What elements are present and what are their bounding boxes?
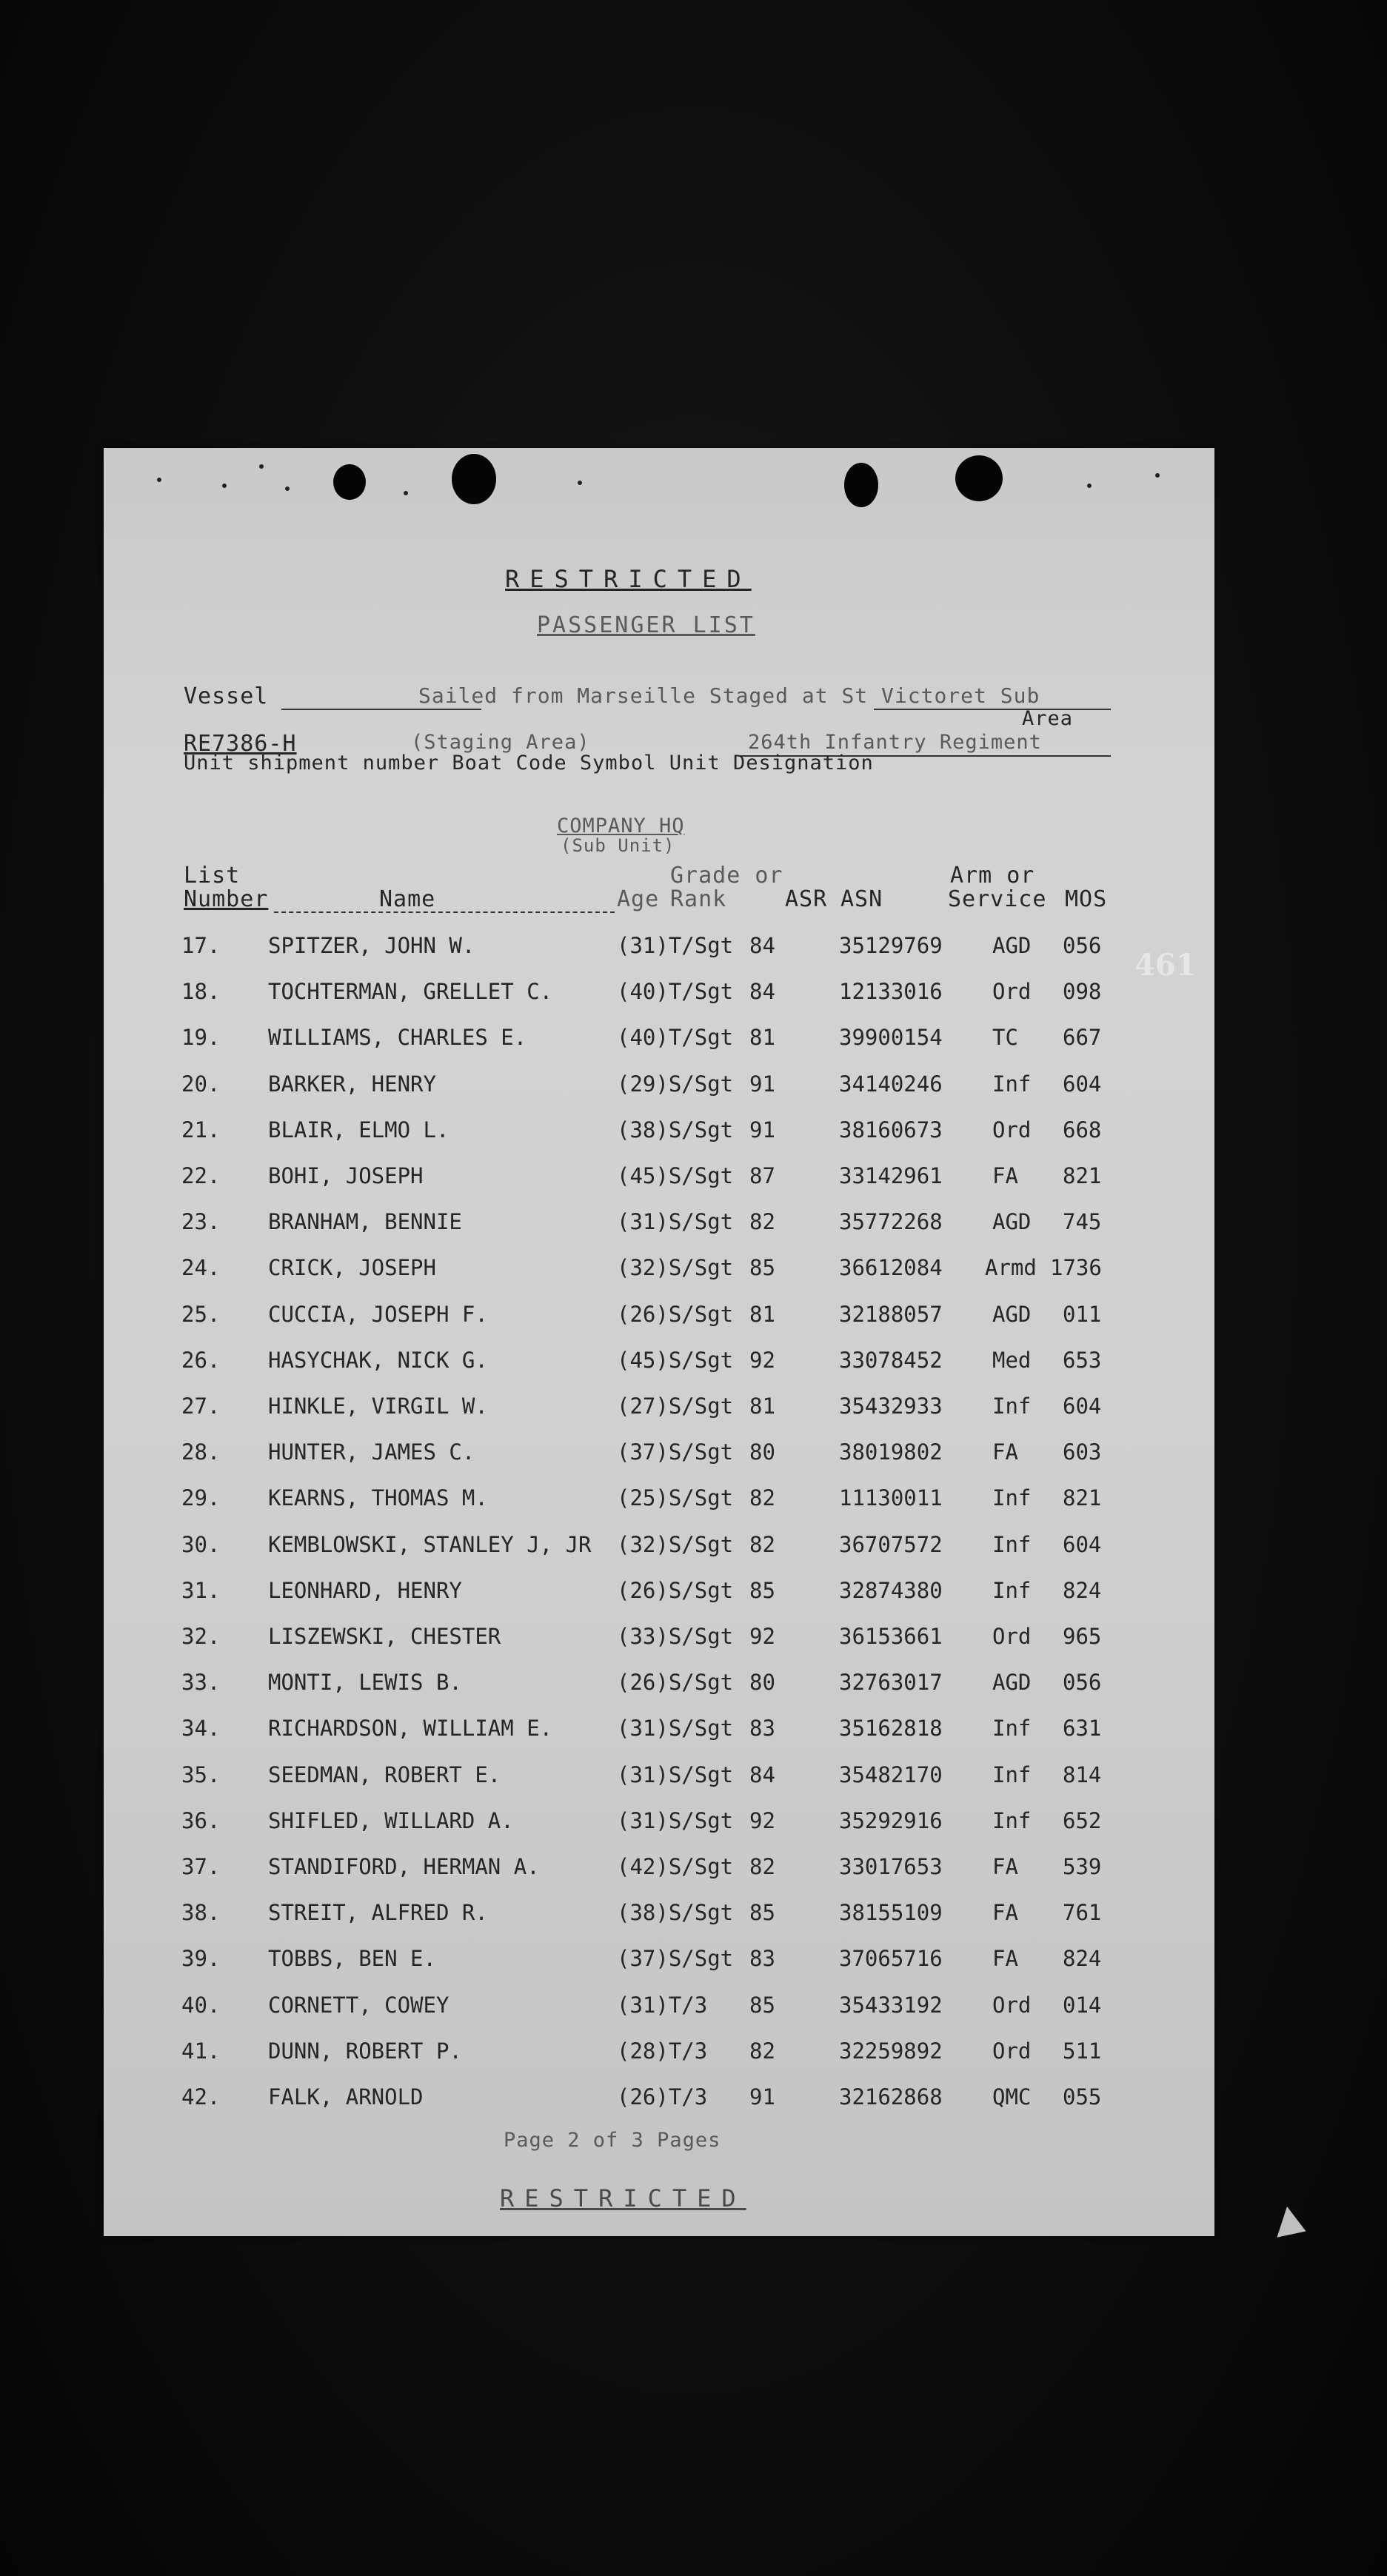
cell-grade: (38)S/Sgt [617, 1117, 734, 1143]
cell-arm: FA [992, 1946, 1018, 1972]
cell-grade: (37)S/Sgt [617, 1946, 734, 1972]
cell-num: 32. [181, 1624, 221, 1649]
cell-name: STREIT, ALFRED R. [268, 1900, 488, 1926]
cell-asn: 35292916 [839, 1807, 943, 1833]
table-row [104, 933, 1214, 963]
speck [157, 478, 161, 482]
cell-grade: (42)S/Sgt [617, 1854, 734, 1879]
cell-asn: 33017653 [839, 1854, 943, 1879]
cell-age: 82 [749, 2038, 775, 2064]
header-dash-line [274, 911, 615, 913]
cell-arm: Med [992, 1347, 1032, 1373]
table-row [104, 1394, 1214, 1423]
cell-num: 41. [181, 2038, 221, 2064]
table-row [104, 1255, 1214, 1285]
cell-age: 84 [749, 1762, 775, 1787]
cell-name: HINKLE, VIRGIL W. [268, 1394, 488, 1419]
classification-top: RESTRICTED [505, 565, 752, 593]
frame-number: 461 [1134, 948, 1197, 983]
cell-num: 20. [181, 1071, 221, 1097]
col-asn: ASN [840, 886, 883, 912]
speck [1087, 484, 1092, 488]
shipment-number: RE7386-H [184, 731, 297, 757]
cell-num: 42. [181, 2084, 221, 2110]
speck [1155, 473, 1160, 478]
cell-num: 30. [181, 1531, 221, 1557]
col-list-top: List [184, 863, 241, 889]
col-asr: ASR [785, 886, 828, 912]
cell-grade: (31)S/Sgt [617, 1807, 734, 1833]
cell-num: 25. [181, 1301, 221, 1327]
cell-num: 24. [181, 1255, 221, 1281]
cell-arm: Ord [992, 2038, 1032, 2064]
cell-num: 28. [181, 1439, 221, 1465]
cell-mos: 631 [1063, 1716, 1102, 1742]
cell-grade: (25)S/Sgt [617, 1485, 734, 1511]
cell-name: DUNN, ROBERT P. [268, 2038, 462, 2064]
cell-num: 17. [181, 933, 221, 958]
cell-asn: 32874380 [839, 1577, 943, 1603]
table-row [104, 1532, 1214, 1562]
cell-mos: 011 [1063, 1301, 1102, 1327]
cell-age: 92 [749, 1624, 775, 1649]
cell-mos: 539 [1063, 1854, 1102, 1879]
cell-mos: 098 [1063, 979, 1102, 1005]
cell-asn: 33078452 [839, 1347, 943, 1373]
cell-arm: Inf [992, 1071, 1032, 1097]
table-row [104, 2038, 1214, 2068]
cell-grade: (31)S/Sgt [617, 1209, 734, 1235]
cell-age: 82 [749, 1485, 775, 1511]
film-corner-mark [1271, 2204, 1306, 2237]
cell-asn: 36612084 [839, 1255, 943, 1281]
cell-num: 40. [181, 1992, 221, 2018]
table-row [104, 1071, 1214, 1101]
cell-grade: (38)S/Sgt [617, 1900, 734, 1926]
cell-mos: 652 [1063, 1807, 1102, 1833]
cell-age: 84 [749, 933, 775, 958]
cell-grade: (37)S/Sgt [617, 1439, 734, 1465]
cell-name: CORNETT, COWEY [268, 1992, 449, 2018]
cell-age: 91 [749, 1071, 775, 1097]
cell-age: 81 [749, 1301, 775, 1327]
cell-age: 87 [749, 1163, 775, 1188]
cell-num: 22. [181, 1163, 221, 1188]
cell-mos: 824 [1063, 1946, 1102, 1972]
cell-name: LEONHARD, HENRY [268, 1577, 462, 1603]
sailed-text: Sailed from Marseille Staged at St Victoret Sub [418, 683, 1040, 708]
cell-mos: 604 [1063, 1394, 1102, 1419]
cell-arm: AGD [992, 1301, 1032, 1327]
cell-num: 27. [181, 1394, 221, 1419]
cell-mos: 056 [1063, 933, 1102, 958]
cell-grade: (45)S/Sgt [617, 1163, 734, 1188]
cell-num: 38. [181, 1900, 221, 1926]
cell-mos: 603 [1063, 1439, 1102, 1465]
cell-arm: FA [992, 1900, 1018, 1926]
cell-age: 85 [749, 1255, 775, 1281]
cell-arm: Inf [992, 1394, 1032, 1419]
area-text: Area [1022, 707, 1074, 730]
cell-arm: Ord [992, 1624, 1032, 1649]
cell-arm: FA [992, 1854, 1018, 1879]
cell-num: 29. [181, 1485, 221, 1511]
table-row [104, 1209, 1214, 1239]
cell-arm: QMC [992, 2084, 1032, 2110]
cell-arm: AGD [992, 1209, 1032, 1235]
cell-asn: 32162868 [839, 2084, 943, 2110]
cell-num: 34. [181, 1716, 221, 1742]
cell-mos: 511 [1063, 2038, 1102, 2064]
table-row [104, 1854, 1214, 1884]
cell-mos: 604 [1063, 1071, 1102, 1097]
cell-asn: 32188057 [839, 1301, 943, 1327]
cell-num: 39. [181, 1946, 221, 1972]
cell-name: BRANHAM, BENNIE [268, 1209, 462, 1235]
cell-age: 83 [749, 1716, 775, 1742]
cell-mos: 055 [1063, 2084, 1102, 2110]
punch-hole [955, 455, 1003, 501]
cell-grade: (26)S/Sgt [617, 1670, 734, 1696]
cell-grade: (33)S/Sgt [617, 1624, 734, 1649]
cell-num: 31. [181, 1577, 221, 1603]
passenger-list-sheet [104, 448, 1214, 2236]
cell-mos: 821 [1063, 1485, 1102, 1511]
cell-age: 81 [749, 1025, 775, 1051]
cell-asn: 11130011 [839, 1485, 943, 1511]
cell-grade: (40)T/Sgt [617, 1025, 734, 1051]
punch-hole [333, 464, 366, 500]
cell-age: 91 [749, 1117, 775, 1143]
cell-name: SPITZER, JOHN W. [268, 933, 475, 958]
cell-arm: Ord [992, 1992, 1032, 2018]
cell-grade: (32)S/Sgt [617, 1255, 734, 1281]
table-row [104, 1993, 1214, 2022]
cell-age: 85 [749, 1577, 775, 1603]
col-name: Name [379, 886, 436, 912]
cell-asn: 37065716 [839, 1946, 943, 1972]
cell-asn: 39900154 [839, 1025, 943, 1051]
cell-asn: 35433192 [839, 1992, 943, 2018]
cell-age: 82 [749, 1209, 775, 1235]
table-row [104, 1900, 1214, 1930]
cell-mos: 745 [1063, 1209, 1102, 1235]
table-row [104, 1439, 1214, 1469]
cell-name: WILLIAMS, CHARLES E. [268, 1025, 527, 1051]
col-grade-bottom: Rank [670, 886, 727, 912]
cell-arm: AGD [992, 1670, 1032, 1696]
cell-mos: 056 [1063, 1670, 1102, 1696]
punch-hole [844, 463, 878, 507]
cell-grade: (40)T/Sgt [617, 979, 734, 1005]
col-mos: MOS [1065, 886, 1108, 912]
cell-name: MONTI, LEWIS B. [268, 1670, 462, 1696]
cell-num: 33. [181, 1670, 221, 1696]
cell-asn: 38160673 [839, 1117, 943, 1143]
cell-asn: 32259892 [839, 2038, 943, 2064]
cell-name: TOBBS, BEN E. [268, 1946, 436, 1972]
cell-grade: (27)S/Sgt [617, 1394, 734, 1419]
cell-grade: (29)S/Sgt [617, 1071, 734, 1097]
table-row [104, 1624, 1214, 1653]
cell-asn: 36707572 [839, 1531, 943, 1557]
table-row [104, 1025, 1214, 1054]
speck [578, 481, 582, 485]
cell-age: 80 [749, 1670, 775, 1696]
cell-grade: (31)S/Sgt [617, 1716, 734, 1742]
table-row [104, 2084, 1214, 2114]
cell-name: STANDIFORD, HERMAN A. [268, 1854, 540, 1879]
cell-num: 37. [181, 1854, 221, 1879]
cell-asn: 38155109 [839, 1900, 943, 1926]
cell-name: KEARNS, THOMAS M. [268, 1485, 488, 1511]
cell-asn: 38019802 [839, 1439, 943, 1465]
document-title: PASSENGER LIST [537, 612, 755, 638]
page-footer: Page 2 of 3 Pages [504, 2129, 721, 2152]
table-row [104, 1762, 1214, 1792]
table-row [104, 1716, 1214, 1745]
cell-grade: (31)T/3 [617, 1992, 708, 2018]
table-row [104, 1946, 1214, 1976]
cell-arm: FA [992, 1439, 1018, 1465]
cell-name: TOCHTERMAN, GRELLET C. [268, 979, 553, 1005]
cell-name: BLAIR, ELMO L. [268, 1117, 449, 1143]
cell-age: 85 [749, 1992, 775, 2018]
cell-asn: 35129769 [839, 933, 943, 958]
col-arm-top: Arm or [950, 863, 1035, 889]
cell-arm: Ord [992, 1117, 1032, 1143]
cell-grade: (32)S/Sgt [617, 1531, 734, 1557]
cell-grade: (26)S/Sgt [617, 1577, 734, 1603]
table-row [104, 1578, 1214, 1608]
cell-num: 19. [181, 1025, 221, 1051]
unit-subheader: Unit shipment number Boat Code Symbol Unit Designation [184, 752, 874, 775]
cell-age: 82 [749, 1854, 775, 1879]
cell-asn: 35772268 [839, 1209, 943, 1235]
table-row [104, 1485, 1214, 1515]
col-arm-bottom: Service [948, 886, 1047, 912]
cell-age: 80 [749, 1439, 775, 1465]
cell-name: HUNTER, JAMES C. [268, 1439, 475, 1465]
speck [259, 464, 264, 469]
cell-num: 36. [181, 1807, 221, 1833]
unit-designation: 264th Infantry Regiment [748, 731, 1042, 754]
cell-name: HASYCHAK, NICK G. [268, 1347, 488, 1373]
cell-grade: (31)T/Sgt [617, 933, 734, 958]
cell-mos: 1736 [1050, 1255, 1102, 1281]
cell-age: 91 [749, 2084, 775, 2110]
cell-mos: 604 [1063, 1531, 1102, 1557]
cell-arm: Ord [992, 979, 1032, 1005]
cell-name: SHIFLED, WILLARD A. [268, 1807, 514, 1833]
speck [222, 484, 227, 488]
cell-arm: Inf [992, 1485, 1032, 1511]
cell-name: CUCCIA, JOSEPH F. [268, 1301, 488, 1327]
table-row [104, 1163, 1214, 1193]
cell-asn: 34140246 [839, 1071, 943, 1097]
cell-arm: Inf [992, 1577, 1032, 1603]
cell-name: LISZEWSKI, CHESTER [268, 1624, 501, 1649]
cell-name: KEMBLOWSKI, STANLEY J, JR [268, 1531, 592, 1557]
punch-hole [452, 454, 496, 504]
table-row [104, 1302, 1214, 1331]
cell-asn: 35162818 [839, 1716, 943, 1742]
cell-mos: 014 [1063, 1992, 1102, 2018]
cell-arm: TC [992, 1025, 1018, 1051]
cell-age: 84 [749, 979, 775, 1005]
cell-num: 18. [181, 979, 221, 1005]
cell-mos: 668 [1063, 1117, 1102, 1143]
table-row [104, 1348, 1214, 1377]
cell-num: 21. [181, 1117, 221, 1143]
cell-age: 83 [749, 1946, 775, 1972]
cell-mos: 667 [1063, 1025, 1102, 1051]
cell-mos: 814 [1063, 1762, 1102, 1787]
col-age: Age [617, 886, 660, 912]
cell-mos: 653 [1063, 1347, 1102, 1373]
cell-grade: (28)T/3 [617, 2038, 708, 2064]
cell-asn: 12133016 [839, 979, 943, 1005]
cell-mos: 824 [1063, 1577, 1102, 1603]
sailed-line [874, 709, 1111, 710]
cell-grade: (26)S/Sgt [617, 1301, 734, 1327]
speck [404, 491, 408, 495]
cell-asn: 35482170 [839, 1762, 943, 1787]
boat-code: (Staging Area) [411, 731, 590, 754]
cell-name: CRICK, JOSEPH [268, 1255, 436, 1281]
cell-num: 23. [181, 1209, 221, 1235]
table-row [104, 1117, 1214, 1147]
cell-arm: Inf [992, 1762, 1032, 1787]
cell-age: 81 [749, 1394, 775, 1419]
cell-age: 92 [749, 1347, 775, 1373]
cell-name: FALK, ARNOLD [268, 2084, 424, 2110]
cell-mos: 965 [1063, 1624, 1102, 1649]
table-row [104, 1808, 1214, 1838]
classification-bottom: RESTRICTED [500, 2184, 746, 2212]
sub-unit-label: (Sub Unit) [561, 835, 675, 856]
cell-grade: (45)S/Sgt [617, 1347, 734, 1373]
cell-num: 26. [181, 1347, 221, 1373]
cell-arm: Inf [992, 1807, 1032, 1833]
cell-mos: 761 [1063, 1900, 1102, 1926]
col-grade-top: Grade or [670, 863, 783, 889]
cell-age: 82 [749, 1531, 775, 1557]
cell-arm: Inf [992, 1716, 1032, 1742]
cell-asn: 33142961 [839, 1163, 943, 1188]
cell-arm: FA [992, 1163, 1018, 1188]
cell-arm: Inf [992, 1531, 1032, 1557]
speck [285, 486, 290, 491]
cell-num: 35. [181, 1762, 221, 1787]
cell-name: BOHI, JOSEPH [268, 1163, 424, 1188]
cell-arm: AGD [992, 933, 1032, 958]
cell-grade: (31)S/Sgt [617, 1762, 734, 1787]
cell-age: 92 [749, 1807, 775, 1833]
cell-asn: 35432933 [839, 1394, 943, 1419]
table-row [104, 1670, 1214, 1699]
cell-name: BARKER, HENRY [268, 1071, 436, 1097]
col-list-bottom: Number [184, 886, 269, 912]
cell-arm: Armd [985, 1255, 1037, 1281]
cell-mos: 821 [1063, 1163, 1102, 1188]
table-row [104, 979, 1214, 1008]
cell-age: 85 [749, 1900, 775, 1926]
vessel-line [281, 709, 481, 710]
company-name: COMPANY HQ [557, 814, 685, 837]
cell-name: RICHARDSON, WILLIAM E. [268, 1716, 553, 1742]
vessel-label: Vessel [184, 683, 269, 709]
cell-name: SEEDMAN, ROBERT E. [268, 1762, 501, 1787]
cell-grade: (26)T/3 [617, 2084, 708, 2110]
cell-asn: 32763017 [839, 1670, 943, 1696]
cell-asn: 36153661 [839, 1624, 943, 1649]
